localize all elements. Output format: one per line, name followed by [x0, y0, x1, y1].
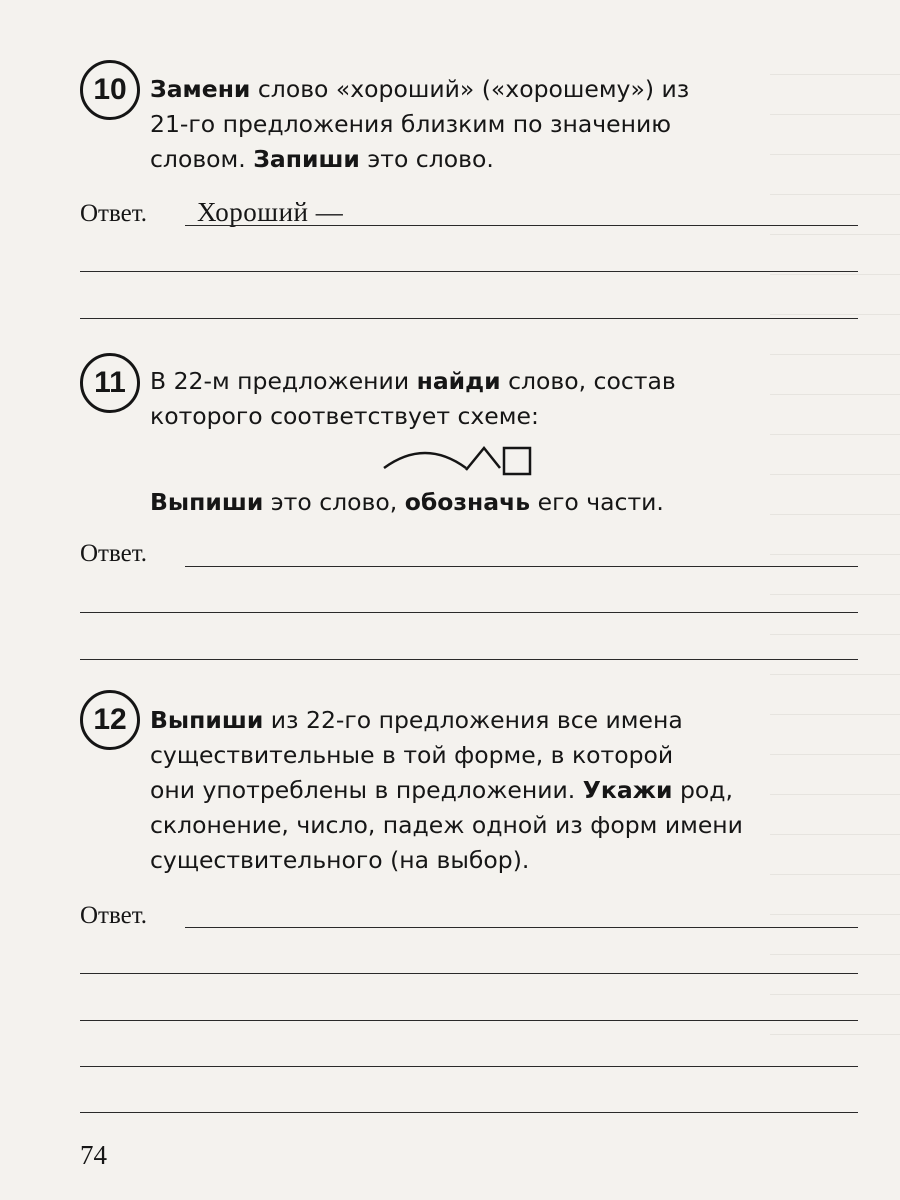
suffix-caret-icon: [466, 448, 500, 470]
task-text-line: [150, 485, 858, 520]
task-text: 21-го предложения близким по значению: [150, 110, 672, 138]
answer-line[interactable]: [80, 271, 858, 272]
task-number: 10: [93, 73, 127, 106]
task-12-text: [150, 703, 858, 878]
task-text: существительного (на выбор).: [150, 846, 530, 874]
answer-label: Ответ.: [80, 200, 148, 227]
task-text: из 22-го предложения все имена: [263, 706, 683, 734]
answer-line[interactable]: [185, 927, 858, 928]
task-text-line: [150, 808, 858, 843]
handwritten-answer: Хороший —: [197, 197, 344, 227]
task-text-line: [150, 72, 858, 107]
task-text: это слово.: [359, 145, 494, 173]
task-number-badge: [80, 690, 140, 750]
instruction-verb: обозначь: [404, 488, 531, 516]
task-text: они употреблены в предложении.: [150, 776, 583, 804]
answer-line[interactable]: [80, 318, 858, 319]
task-text: слово, состав: [500, 367, 676, 395]
task-10-text: [150, 72, 858, 177]
instruction-verb: найди: [416, 367, 501, 395]
page-number: 74: [80, 1140, 107, 1170]
bleed-through-shadow: [770, 40, 900, 1040]
answer-line[interactable]: [80, 1066, 858, 1067]
answer-line[interactable]: [185, 566, 858, 567]
answer-line[interactable]: [80, 612, 858, 613]
answer-line[interactable]: [185, 225, 858, 226]
instruction-verb: Замени: [150, 75, 251, 103]
task-text: род,: [672, 776, 734, 804]
task-text: существительные в той форме, в которой: [150, 741, 674, 769]
instruction-verb: Укажи: [582, 776, 673, 804]
instruction-verb: Выпиши: [150, 488, 264, 516]
answer-label: Ответ.: [80, 902, 148, 929]
task-text: это слово,: [263, 488, 405, 516]
task-text-line: [150, 364, 858, 399]
task-text: слово «хороший» («хорошему») из: [250, 75, 690, 103]
task-text: которого соответствует схеме:: [150, 402, 539, 430]
answer-line[interactable]: [80, 1112, 858, 1113]
task-number: 11: [94, 366, 126, 399]
task-text: его части.: [530, 488, 664, 516]
task-number: 12: [93, 703, 127, 736]
task-text-line: [150, 399, 858, 434]
task-11-instruction: [150, 485, 858, 520]
instruction-verb: Запиши: [253, 145, 360, 173]
task-text-line: [150, 703, 858, 738]
task-text-line: [150, 773, 858, 808]
answer-line[interactable]: [80, 659, 858, 660]
ending-box-icon: [504, 448, 530, 474]
task-text: склонение, число, падеж одной из форм имени: [150, 811, 743, 839]
task-text: В 22-м предложении: [150, 367, 417, 395]
task-11-text: [150, 364, 858, 434]
task-text-line: [150, 107, 858, 142]
task-number-badge: [80, 60, 140, 120]
answer-line[interactable]: [80, 1020, 858, 1021]
word-structure-scheme-icon: [380, 440, 560, 480]
task-text-line: [150, 142, 858, 177]
task-number-badge: [80, 353, 140, 413]
root-arc-icon: [384, 453, 466, 468]
task-text: словом.: [150, 145, 254, 173]
task-text-line: [150, 738, 858, 773]
task-text-line: [150, 843, 858, 878]
answer-label: Ответ.: [80, 540, 148, 567]
instruction-verb: Выпиши: [150, 706, 264, 734]
answer-line[interactable]: [80, 973, 858, 974]
